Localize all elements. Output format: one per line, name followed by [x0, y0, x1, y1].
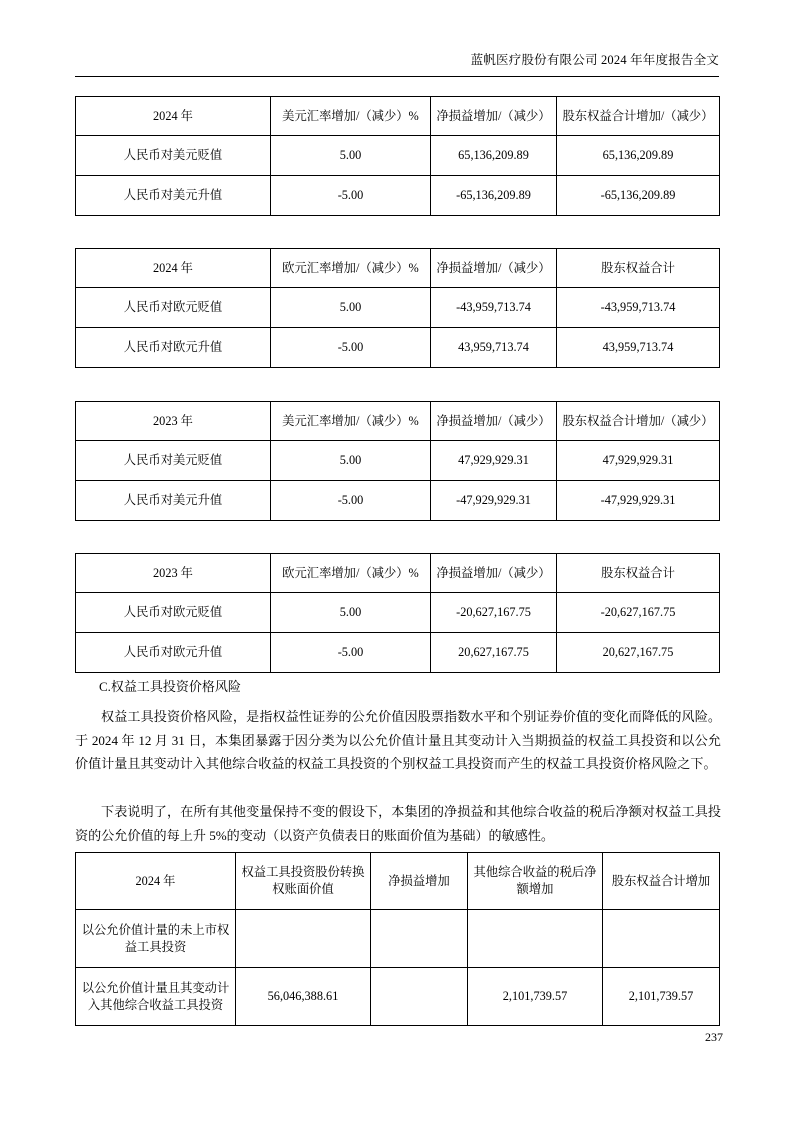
- cell-value: -20,627,167.75: [557, 593, 720, 633]
- table-row: [76, 968, 720, 1026]
- cell-value: -20,627,167.75: [431, 593, 557, 633]
- table-header-row: [76, 249, 720, 288]
- document-running-header: 蓝帆医疗股份有限公司 2024 年年度报告全文: [470, 53, 719, 67]
- cell-value: 20,627,167.75: [431, 633, 557, 673]
- cell-value: [371, 968, 468, 1026]
- table-header-row: [76, 97, 720, 136]
- row-label: 人民币对欧元贬值: [76, 288, 271, 328]
- column-header-equity: 股东权益合计增加/（减少）: [557, 402, 720, 441]
- row-label: 人民币对美元升值: [76, 481, 271, 521]
- table-row: [76, 288, 720, 328]
- column-header-pnl: 净损益增加/（减少）: [431, 554, 557, 593]
- table-row: [76, 176, 720, 216]
- row-label: 人民币对欧元贬值: [76, 593, 271, 633]
- cell-value: -5.00: [271, 328, 431, 368]
- cell-value: 5.00: [271, 136, 431, 176]
- column-header-pnl: 净损益增加/（减少）: [431, 97, 557, 136]
- cell-value: [468, 910, 603, 968]
- column-header-fx-rate: 欧元汇率增加/（减少）%: [271, 249, 431, 288]
- usd-sensitivity-2023-table: [75, 401, 720, 521]
- cell-value: [371, 910, 468, 968]
- cell-value: -5.00: [271, 633, 431, 673]
- column-header-year: 2024 年: [76, 97, 271, 136]
- eur-sensitivity-2023-table: [75, 553, 720, 673]
- table-header-row: [76, 402, 720, 441]
- row-label: 以公允价值计量且其变动计入其他综合收益工具投资: [76, 968, 236, 1026]
- cell-value: 43,959,713.74: [557, 328, 720, 368]
- column-header-year: 2024 年: [76, 249, 271, 288]
- column-header-carrying-value: 权益工具投资股份转换权账面价值: [236, 853, 371, 910]
- eur-sensitivity-2024-table: [75, 248, 720, 368]
- cell-value: 47,929,929.31: [431, 441, 557, 481]
- column-header-fx-rate: 欧元汇率增加/（减少）%: [271, 554, 431, 593]
- column-header-pnl: 净损益增加/（减少）: [431, 402, 557, 441]
- equity-instrument-sensitivity-table: [75, 852, 720, 1026]
- row-label: 人民币对美元贬值: [76, 441, 271, 481]
- column-header-fx-rate: 美元汇率增加/（减少）%: [271, 97, 431, 136]
- cell-value: 47,929,929.31: [557, 441, 720, 481]
- paragraph-sensitivity-explanation: 下表说明了，在所有其他变量保持不变的假设下，本集团的净损益和其他综合收益的税后净额对权益工具投资的公允价值的每上升 5%的变动（以资产负债表日的账面价值为基础）的敏感性。: [75, 804, 721, 843]
- cell-value: -43,959,713.74: [557, 288, 720, 328]
- cell-value: -47,929,929.31: [431, 481, 557, 521]
- table-row: [76, 136, 720, 176]
- section-heading-equity-price-risk: C.权益工具投资价格风险: [99, 679, 241, 694]
- table-header-row: [76, 554, 720, 593]
- cell-value: 2,101,739.57: [468, 968, 603, 1026]
- row-label: 人民币对美元升值: [76, 176, 271, 216]
- cell-value: -43,959,713.74: [431, 288, 557, 328]
- table-row: [76, 633, 720, 673]
- cell-value: [603, 910, 720, 968]
- column-header-pnl: 净损益增加/（减少）: [431, 249, 557, 288]
- row-label: 人民币对欧元升值: [76, 633, 271, 673]
- column-header-fx-rate: 美元汇率增加/（减少）%: [271, 402, 431, 441]
- row-label: 人民币对欧元升值: [76, 328, 271, 368]
- row-label: 人民币对美元贬值: [76, 136, 271, 176]
- table-row: [76, 910, 720, 968]
- column-header-year: 2023 年: [76, 554, 271, 593]
- cell-value: 43,959,713.74: [431, 328, 557, 368]
- paragraph-equity-price-risk-definition: 权益工具投资价格风险，是指权益性证券的公允价值因股票指数水平和个别证券价值的变化而降低的风险。于 2024 年 12 月 31 日，本集团暴露于因分类为以公允价值计量且其变动计入当期损益的权益工具投资和以公允价值计量且其变动计入其他综合收益的权益工具投资的个别权益工具投资而产生的权益工具投资价格风险之下。: [75, 709, 721, 772]
- page-number: 237: [705, 1030, 723, 1044]
- cell-value: 5.00: [271, 441, 431, 481]
- row-label: 以公允价值计量的未上市权益工具投资: [76, 910, 236, 968]
- cell-value: 65,136,209.89: [557, 136, 720, 176]
- cell-value: 2,101,739.57: [603, 968, 720, 1026]
- cell-value: 65,136,209.89: [431, 136, 557, 176]
- column-header-equity: 股东权益合计增加/（减少）: [557, 97, 720, 136]
- cell-value: -5.00: [271, 481, 431, 521]
- table-row: [76, 481, 720, 521]
- usd-sensitivity-2024-table: [75, 96, 720, 216]
- cell-value: 20,627,167.75: [557, 633, 720, 673]
- table-row: [76, 328, 720, 368]
- column-header-equity: 股东权益合计: [557, 249, 720, 288]
- column-header-year: 2024 年: [76, 853, 236, 910]
- header-divider-rule: [75, 76, 719, 77]
- column-header-pnl: 净损益增加: [371, 853, 468, 910]
- cell-value: -65,136,209.89: [431, 176, 557, 216]
- column-header-oci: 其他综合收益的税后净额增加: [468, 853, 603, 910]
- cell-value: 56,046,388.61: [236, 968, 371, 1026]
- cell-value: -5.00: [271, 176, 431, 216]
- column-header-year: 2023 年: [76, 402, 271, 441]
- cell-value: 5.00: [271, 593, 431, 633]
- table-row: [76, 441, 720, 481]
- cell-value: [236, 910, 371, 968]
- table-row: [76, 593, 720, 633]
- cell-value: -65,136,209.89: [557, 176, 720, 216]
- column-header-equity-total: 股东权益合计增加: [603, 853, 720, 910]
- table-header-row: [76, 853, 720, 910]
- cell-value: 5.00: [271, 288, 431, 328]
- column-header-equity: 股东权益合计: [557, 554, 720, 593]
- cell-value: -47,929,929.31: [557, 481, 720, 521]
